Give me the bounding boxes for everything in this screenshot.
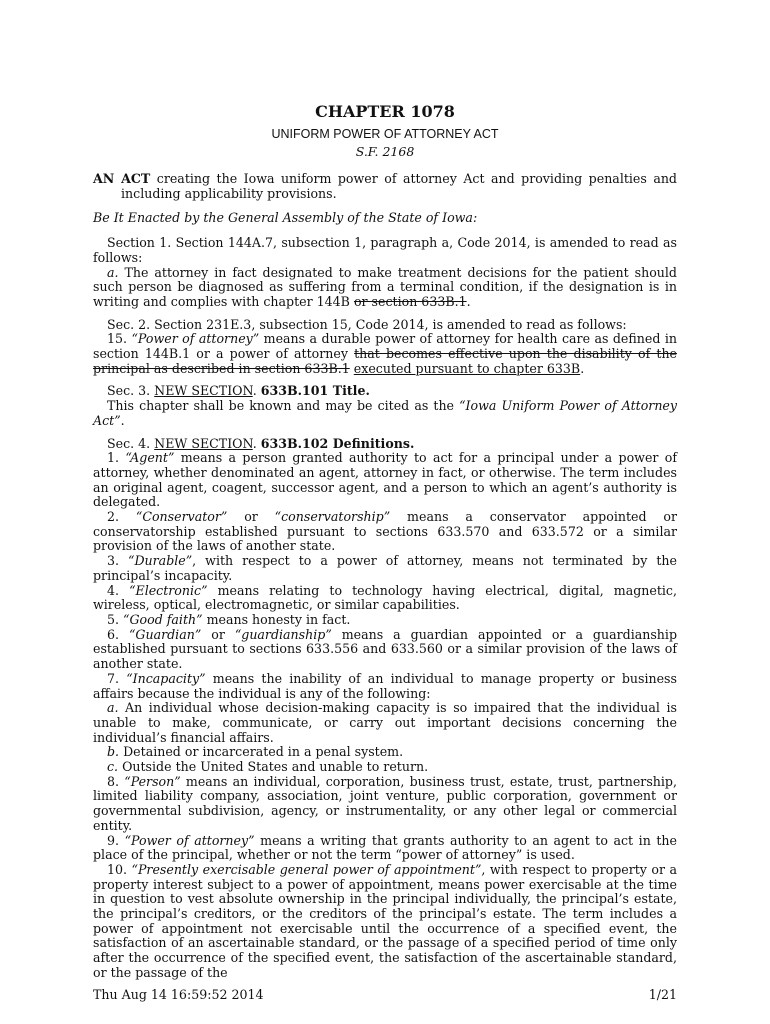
defined-term: “Agent” — [125, 450, 175, 466]
definition-text: means honesty in fact. — [202, 611, 351, 627]
definition-text: , with respect to a power of attorney, means not terminated by the principal’s incapacity. — [93, 553, 677, 583]
definition-6 — [93, 628, 677, 672]
section-heading: 633B.102 Definitions. — [260, 435, 415, 451]
paragraph-label: b. — [107, 744, 120, 760]
section-heading: 633B.101 Title. — [260, 383, 370, 399]
act-citation-name: “Iowa Uniform Power of Attorney Act” — [93, 398, 677, 428]
defined-term: “conservatorship” — [274, 509, 391, 525]
definition-7 — [93, 672, 677, 701]
struck-text: or section 633B.1 — [353, 293, 467, 309]
defined-term: “Incapacity” — [126, 670, 206, 686]
paragraph-end: . — [466, 293, 471, 309]
section-4-heading — [93, 437, 677, 452]
definition-5 — [93, 613, 677, 628]
defined-term: “Power of attorney” — [131, 331, 260, 347]
definition-number: 6. — [107, 626, 129, 642]
paragraph-label: a. — [107, 264, 119, 280]
section-prefix: Sec. 4. — [107, 435, 155, 451]
defined-term: “Good faith” — [123, 611, 203, 627]
definition-8 — [93, 775, 677, 834]
separator: . — [252, 435, 261, 451]
definition-text: means a writing that grants authority to an agent to act in the place of the principal, whether or not the term “power of attorney” is used. — [93, 832, 678, 863]
inserted-text: executed pursuant to chapter 633B — [353, 360, 581, 376]
defined-term: “Person” — [124, 773, 181, 789]
section-2-subsection-15 — [93, 332, 677, 376]
definition-text: means relating to technology having electrical, digital, magnetic, wireless, optical, electromagnetic, or similar capabilities. — [93, 582, 677, 613]
definition-number: 1. — [107, 450, 126, 466]
subsection-number: 15. — [107, 331, 132, 347]
definition-number: 9. — [107, 832, 125, 848]
section-2-intro: Sec. 2. Section 231E.3, subsection 15, Code 2014, is amended to read as follows: — [107, 316, 627, 332]
bill-number: S.F. 2168 — [355, 144, 415, 159]
act-name: UNIFORM POWER OF ATTORNEY ACT — [271, 127, 499, 141]
definition-text: means a guardian appointed or a guardianship established pursuant to sections 633.556 and 633.560 or a similar provision of the laws of another state. — [93, 626, 677, 672]
paragraph-end: . — [120, 412, 125, 428]
new-section-marker: NEW SECTION — [154, 383, 253, 399]
section-1-intro: Section 1. Section 144A.7, subsection 1, paragraph a, Code 2014, is amended to read as follows: — [93, 235, 677, 265]
act-lead: AN ACT — [93, 171, 151, 186]
paragraph-label: a. — [107, 700, 119, 716]
definition-10 — [93, 863, 677, 981]
definition-text: , with respect to property or a property interest subject to a power of appointment, means power exercisable at the time in question to vest absolute ownership in the principal individually, the principal’s estate, the principal’s creditors, or the creditors of the principal’s estate. The term includes a power of appointment not exercisable until the occurrence of a specified event, the satisfaction of an ascertainable standard, or the passage of a specified period of time only after the occurrence of the specified event, the satisfaction of the ascertainable standard, or the passage of the — [93, 861, 677, 980]
defined-term: “guardianship” — [234, 626, 332, 642]
chapter-title: CHAPTER 1078 — [315, 102, 455, 121]
definition-7-b — [93, 745, 677, 760]
definition-text: means the inability of an individual to manage property or business affairs because the individual is any of the following: — [93, 670, 677, 701]
definition-number: 8. — [107, 773, 125, 789]
definition-3 — [93, 554, 677, 583]
defined-term: “Power of attorney” — [124, 832, 255, 848]
paragraph-label: c. — [107, 759, 119, 775]
definition-number: 10. — [107, 861, 132, 877]
defined-term: “Guardian” — [128, 626, 202, 642]
page-number: 1/21 — [648, 987, 677, 1002]
defined-term: “Conservator” — [135, 509, 228, 525]
defined-term: “Durable” — [128, 553, 193, 569]
section-prefix: Sec. 3. — [107, 383, 155, 399]
section-text: This chapter shall be known and may be cited as the — [107, 398, 460, 414]
paragraph-end: . — [580, 360, 585, 376]
definition-text: means a durable power of attorney for health care as defined in section 144B.1 or a power of attorney — [93, 331, 677, 362]
paragraph-text: The attorney in fact designated to make treatment decisions for the patient should such person be diagnosed as suffering from a terminal condition, if the designation is in writing and complies with chapter 144B — [93, 264, 677, 309]
conjunction: or — [227, 509, 275, 525]
act-text: creating the Iowa uniform power of attorney Act and providing penalties and including applicability provisions. — [121, 171, 677, 201]
section-1-paragraph-a — [93, 266, 677, 310]
definition-number: 2. — [107, 509, 136, 525]
document-body — [93, 102, 677, 981]
act-summary — [93, 172, 677, 201]
definition-text: means a conservator appointed or conservatorship established pursuant to sections 633.570 and 633.572 or a similar provision of the laws of another state. — [93, 509, 678, 554]
paragraph-text: Detained or incarcerated in a penal system. — [119, 744, 404, 760]
section-3-heading — [93, 384, 677, 399]
definition-number: 5. — [107, 611, 124, 627]
definition-2 — [93, 510, 677, 554]
definition-text: means a person granted authority to act for a principal under a power of attorney, whether denominated an agent, attorney in fact, or otherwise. The term includes an original agent, coagent, successor agent, and a person to which an agent’s authority is delegated. — [93, 450, 677, 510]
enacting-clause: Be It Enacted by the General Assembly of the State of Iowa: — [93, 210, 478, 226]
definition-number: 3. — [107, 553, 129, 569]
paragraph-text: Outside the United States and unable to return. — [118, 759, 429, 775]
definition-number: 7. — [107, 670, 127, 686]
section-3-text — [93, 399, 677, 428]
conjunction: or — [201, 626, 235, 642]
definition-7-a — [93, 701, 677, 745]
definition-text: means an individual, corporation, business trust, estate, trust, partnership, limited liability company, association, joint venture, public corporation, government or governmental subdivision, agency, or instrumentality, or any other legal or commercial entity. — [93, 773, 677, 833]
struck-text: that becomes effective upon the disability of the principal as described in section 633B.1 — [93, 346, 678, 376]
paragraph-text: An individual whose decision-making capacity is so impaired that the individual is unable to make, communicate, or carry out important decisions concerning the individual’s financial affairs. — [93, 700, 677, 745]
footer-timestamp: Thu Aug 14 16:59:52 2014 — [93, 987, 264, 1002]
separator: . — [252, 383, 261, 399]
defined-term: “Presently exercisable general power of appointment” — [131, 861, 482, 877]
definition-number: 4. — [107, 582, 130, 598]
defined-term: “Electronic” — [129, 582, 208, 598]
definition-7-c — [93, 760, 677, 775]
definition-9 — [93, 834, 677, 863]
definition-4 — [93, 584, 677, 613]
new-section-marker: NEW SECTION — [154, 435, 253, 451]
definition-1 — [93, 451, 677, 510]
